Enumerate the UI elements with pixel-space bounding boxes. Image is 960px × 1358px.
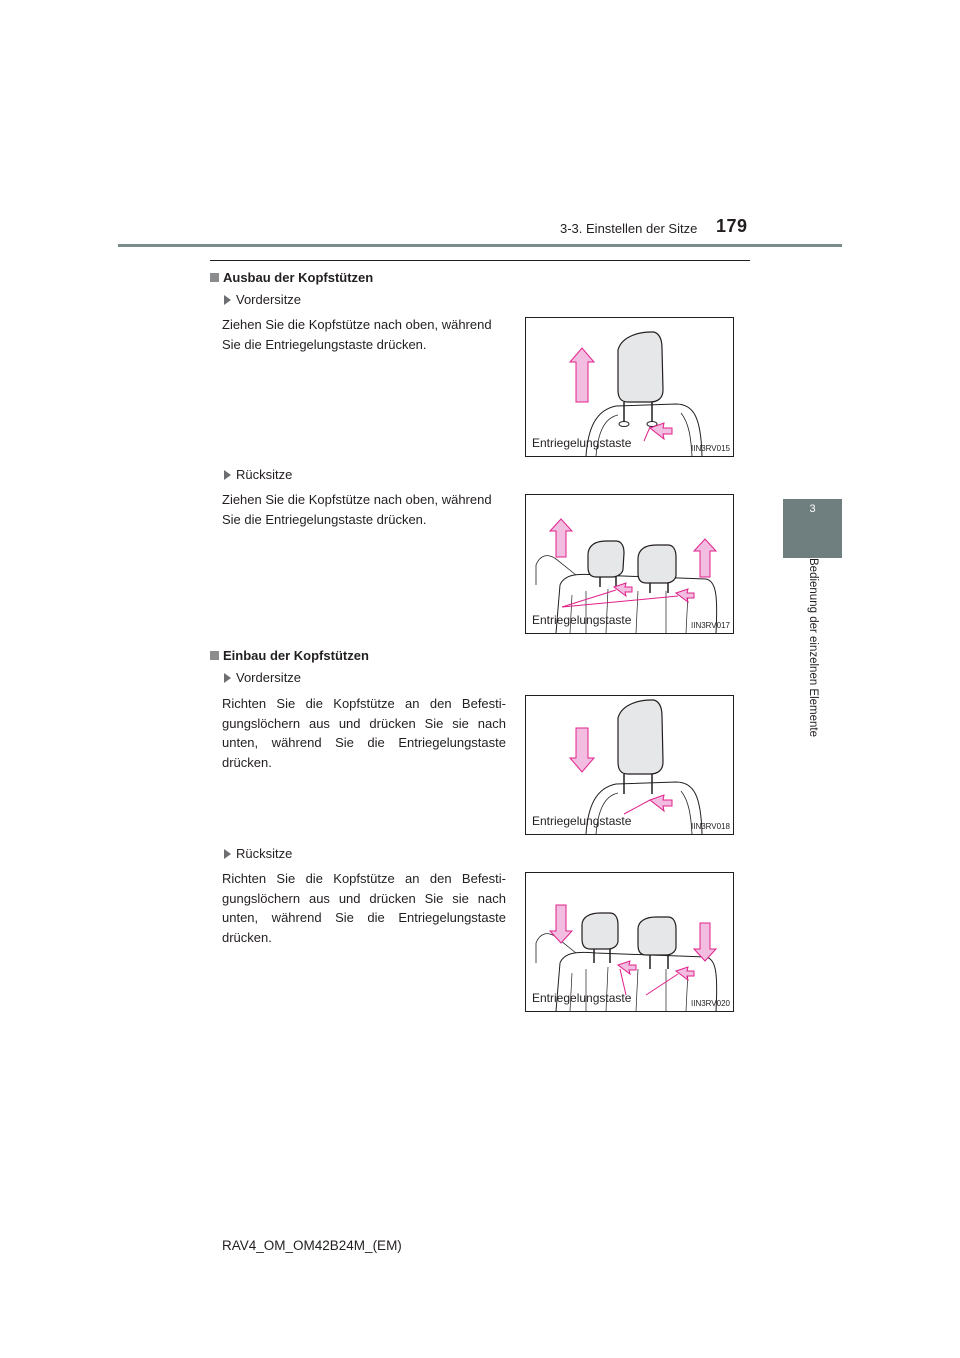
- square-bullet-icon: [210, 273, 219, 282]
- content-top-rule: [210, 260, 750, 261]
- figure-code: IIN3RV017: [691, 621, 730, 630]
- triangle-bullet-icon: [224, 295, 231, 305]
- subheading-front-seats: Vordersitze: [224, 292, 301, 307]
- instruction-text: Richten Sie die Kopfstütze an den Befesti-gungslöchern aus und drücken Sie sie nach unten, während Sie die Entriegelungstaste drücken.: [222, 696, 506, 770]
- triangle-bullet-icon: [224, 849, 231, 859]
- instruction-text: Ziehen Sie die Kopfstütze nach oben, während Sie die Entriegelungstaste drücken.: [222, 317, 492, 352]
- subheading-rear-seats: Rücksitze: [224, 846, 292, 861]
- triangle-bullet-icon: [224, 470, 231, 480]
- figure-rear-installation: [525, 872, 734, 1012]
- header-rule: [118, 244, 842, 247]
- chapter-number: 3: [809, 503, 816, 515]
- instruction-text: Ziehen Sie die Kopfstütze nach oben, während Sie die Entriegelungstaste drücken.: [222, 492, 492, 527]
- square-bullet-icon: [210, 651, 219, 660]
- figure-code: IIN3RV018: [691, 822, 730, 831]
- instruction-text: Richten Sie die Kopfstütze an den Befesti-gungslöchern aus und drücken Sie sie nach unten, während Sie die Entriegelungstaste drücken.: [222, 871, 506, 945]
- page-number: 179: [716, 216, 748, 236]
- figure-code: IIN3RV015: [691, 444, 730, 453]
- figure-front-installation: [525, 695, 734, 835]
- chapter-side-label: [783, 558, 842, 898]
- subheading-front-seats: Vordersitze: [224, 670, 301, 685]
- chapter-title: Bedienung der einzelnen Elemente: [807, 558, 819, 738]
- figure-rear-removal: [525, 494, 734, 634]
- figure-front-removal: [525, 317, 734, 457]
- section-heading-removal: Ausbau der Kopfstützen: [210, 270, 373, 285]
- figure-code: IIN3RV020: [691, 999, 730, 1008]
- figure-label: Entriegelungstaste: [532, 814, 632, 828]
- header-section-title: 3-3. Einstellen der Sitze: [560, 221, 698, 236]
- subheading-rear-seats: Rücksitze: [224, 467, 292, 482]
- figure-label: Entriegelungstaste: [532, 613, 632, 627]
- figure-label: Entriegelungstaste: [532, 991, 632, 1005]
- triangle-bullet-icon: [224, 673, 231, 683]
- document-code: RAV4_OM_OM42B24M_(EM): [222, 1238, 402, 1253]
- section-heading-installation: Einbau der Kopfstützen: [210, 648, 369, 663]
- figure-label: Entriegelungstaste: [532, 436, 632, 450]
